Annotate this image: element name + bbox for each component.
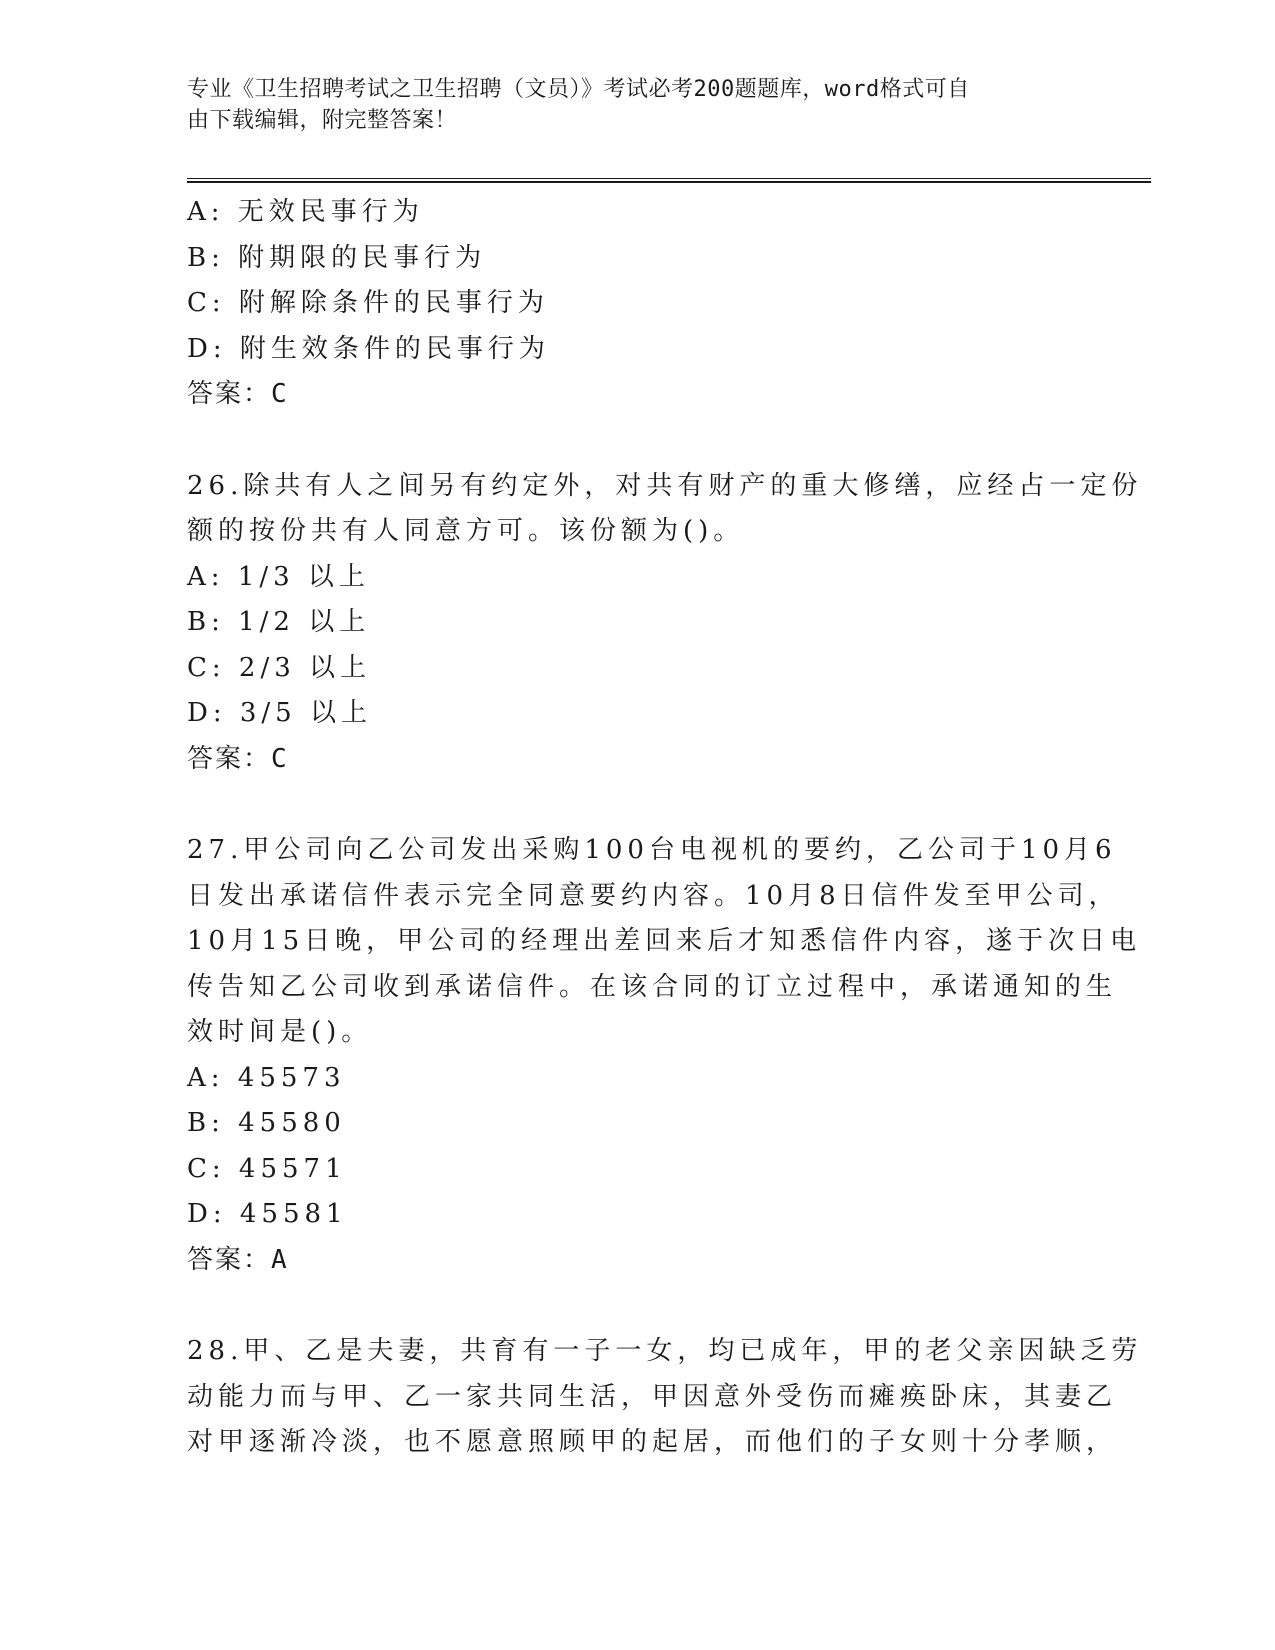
option-b: B: 附期限的民事行为 (187, 242, 487, 273)
answer: 答案：A (187, 1244, 289, 1275)
option-d: D: 附生效条件的民事行为 (187, 333, 550, 364)
stem-line: 对甲逐渐冷淡，也不愿意照顾甲的起居，而他们的子女则十分孝顺， (187, 1427, 1118, 1457)
answer: 答案：C (187, 743, 289, 774)
page-header (187, 74, 1067, 136)
option-d: D: 3/5 以上 (187, 698, 372, 728)
stem-line: 28.甲、乙是夫妻，共育有一子一女，均已成年，甲的老父亲因缺乏劳 (187, 1336, 1143, 1366)
option-a: A: 1/3 以上 (187, 561, 370, 592)
question-28 (187, 1329, 1143, 1466)
header-line-1: 专业《卫生招聘考试之卫生招聘（文员）》考试必考200题题库，word格式可自 (187, 77, 970, 102)
question-25-tail (187, 190, 1087, 418)
question-stem (187, 1329, 1143, 1466)
option-a: A: 无效民事行为 (187, 197, 424, 227)
option-c: C: 附解除条件的民事行为 (187, 288, 549, 318)
stem-line: 26.除共有人之间另有约定外，对共有财产的重大修缮，应经占一定份 (187, 470, 1143, 501)
stem-line: 10月15日晚，甲公司的经理出差回来后才知悉信件内容，遂于次日电 (187, 926, 1142, 956)
option-c: C: 45571 (187, 1153, 347, 1184)
document-body (187, 190, 1143, 1466)
stem-line: 日发出承诺信件表示完全同意要约内容。10月8日信件发至甲公司， (187, 880, 1120, 911)
header-line-2: 由下载编辑，附完整答案！ (187, 108, 458, 133)
answer: 答案：C (187, 379, 289, 409)
option-b: B: 45580 (187, 1108, 346, 1138)
header-divider (187, 178, 1151, 183)
stem-line: 传告知乙公司收到承诺信件。在该合同的订立过程中，承诺通知的生 (187, 971, 1118, 1002)
question-26 (187, 464, 1143, 783)
question-27 (187, 828, 1142, 1283)
stem-line: 动能力而与甲、乙一家共同生活，甲因意外受伤而瘫痪卧床，其妻乙 (187, 1381, 1118, 1412)
question-stem (187, 828, 1142, 1056)
option-a: A: 45573 (187, 1062, 346, 1093)
stem-line: 27.甲公司向乙公司发出采购100台电视机的要约，乙公司于10月6 (187, 835, 1117, 865)
stem-line: 效时间是()。 (187, 1017, 373, 1047)
option-c: C: 2/3 以上 (187, 652, 372, 683)
option-d: D: 45581 (187, 1199, 348, 1229)
option-b: B: 1/2 以上 (187, 607, 371, 637)
question-stem (187, 464, 1143, 555)
stem-line: 额的按份共有人同意方可。该份额为()。 (187, 516, 745, 546)
